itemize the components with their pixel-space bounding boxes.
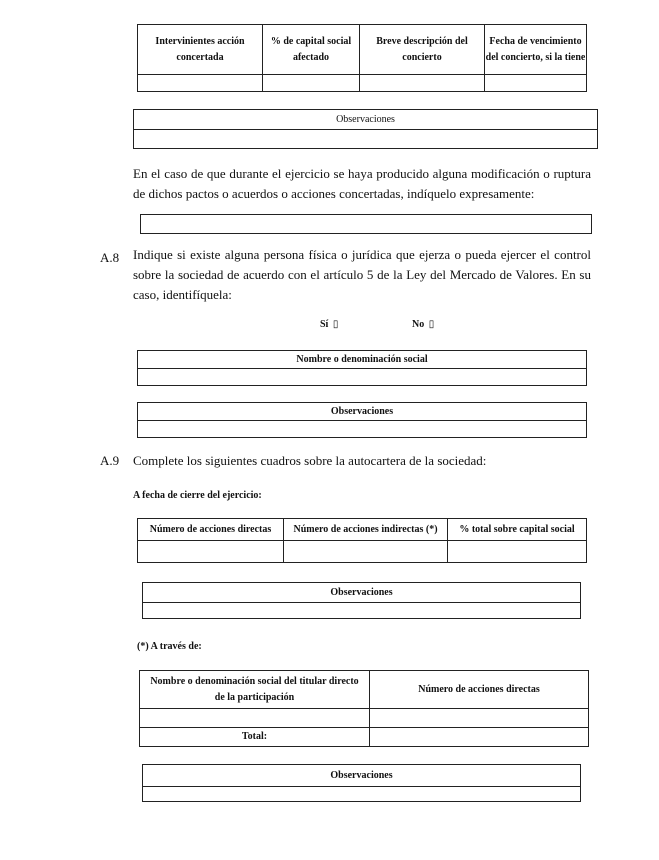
via-label: (*) A través de: [137,641,202,652]
observaciones-field[interactable] [143,787,581,802]
no-checkbox-icon[interactable]: ▯ [428,319,435,330]
table-cell[interactable] [138,75,263,92]
name-field[interactable] [138,369,587,386]
table-cell[interactable] [140,709,370,728]
yes-option[interactable] [320,319,338,330]
modification-field[interactable] [140,214,592,234]
observaciones-table-1 [133,109,598,149]
modification-paragraph: En el caso de que durante el ejercicio se haya producido alguna modificación o ruptura de dichos pactos o acuerdos o acciones concertadas, indíquelo expresamente: [133,166,591,201]
yes-label: Sí [320,319,329,330]
observaciones-table-a9-2 [142,764,581,802]
no-label: No [412,319,425,330]
observaciones-header: Observaciones [134,110,598,130]
table-cell[interactable] [448,541,587,563]
name-header: Nombre o denominación social [138,351,587,369]
a9-question: Complete los siguientes cuadros sobre la autocartera de la sociedad: [133,453,487,468]
observaciones-header: Observaciones [143,583,581,603]
observaciones-field[interactable] [143,603,581,619]
table-cell[interactable] [263,75,360,92]
total-label: Total: [140,728,370,747]
a9-subheading: A fecha de cierre del ejercicio: [133,490,262,501]
section-number-a9: A.9 [100,453,120,468]
observaciones-header: Observaciones [143,765,581,787]
table-cell[interactable] [284,541,448,563]
table-cell[interactable] [360,75,485,92]
header-intervinientes: Intervinientes acción concertada [138,25,263,75]
a8-question: Indique si existe alguna persona física o jurídica que ejerza o pueda ejercer el control sobre la sociedad de acuerdo con el artículo 5 de la Ley del Mercado de Valores. En su caso, identifíquela: [133,247,591,302]
observaciones-table-a9 [142,582,581,619]
header-fecha-vencimiento: Fecha de vencimiento del concierto, si la tiene [485,25,587,75]
header-descripcion: Breve descripción del concierto [360,25,485,75]
total-field[interactable] [370,728,589,747]
observaciones-field[interactable] [134,130,598,149]
header-acciones-directas: Número de acciones directas [138,519,284,541]
observaciones-header: Observaciones [138,403,587,421]
header-acciones-directas: Número de acciones directas [370,671,589,709]
observaciones-field[interactable] [138,421,587,438]
via-table [139,670,589,747]
header-porcentaje-total: % total sobre capital social [448,519,587,541]
table-cell[interactable] [485,75,587,92]
table-cell[interactable] [138,541,284,563]
controlling-person-table [137,350,587,386]
section-number-a8: A.8 [100,250,120,265]
yes-checkbox-icon[interactable]: ▯ [332,319,339,330]
header-acciones-indirectas: Número de acciones indirectas (*) [284,519,448,541]
no-option[interactable] [412,319,434,330]
observaciones-table-a8 [137,402,587,438]
header-capital-afectado: % de capital social afectado [263,25,360,75]
autocartera-table [137,518,587,563]
concerted-actions-table [137,24,587,92]
header-titular-directo: Nombre o denominación social del titular directo de la participación [140,671,370,709]
table-cell[interactable] [370,709,589,728]
